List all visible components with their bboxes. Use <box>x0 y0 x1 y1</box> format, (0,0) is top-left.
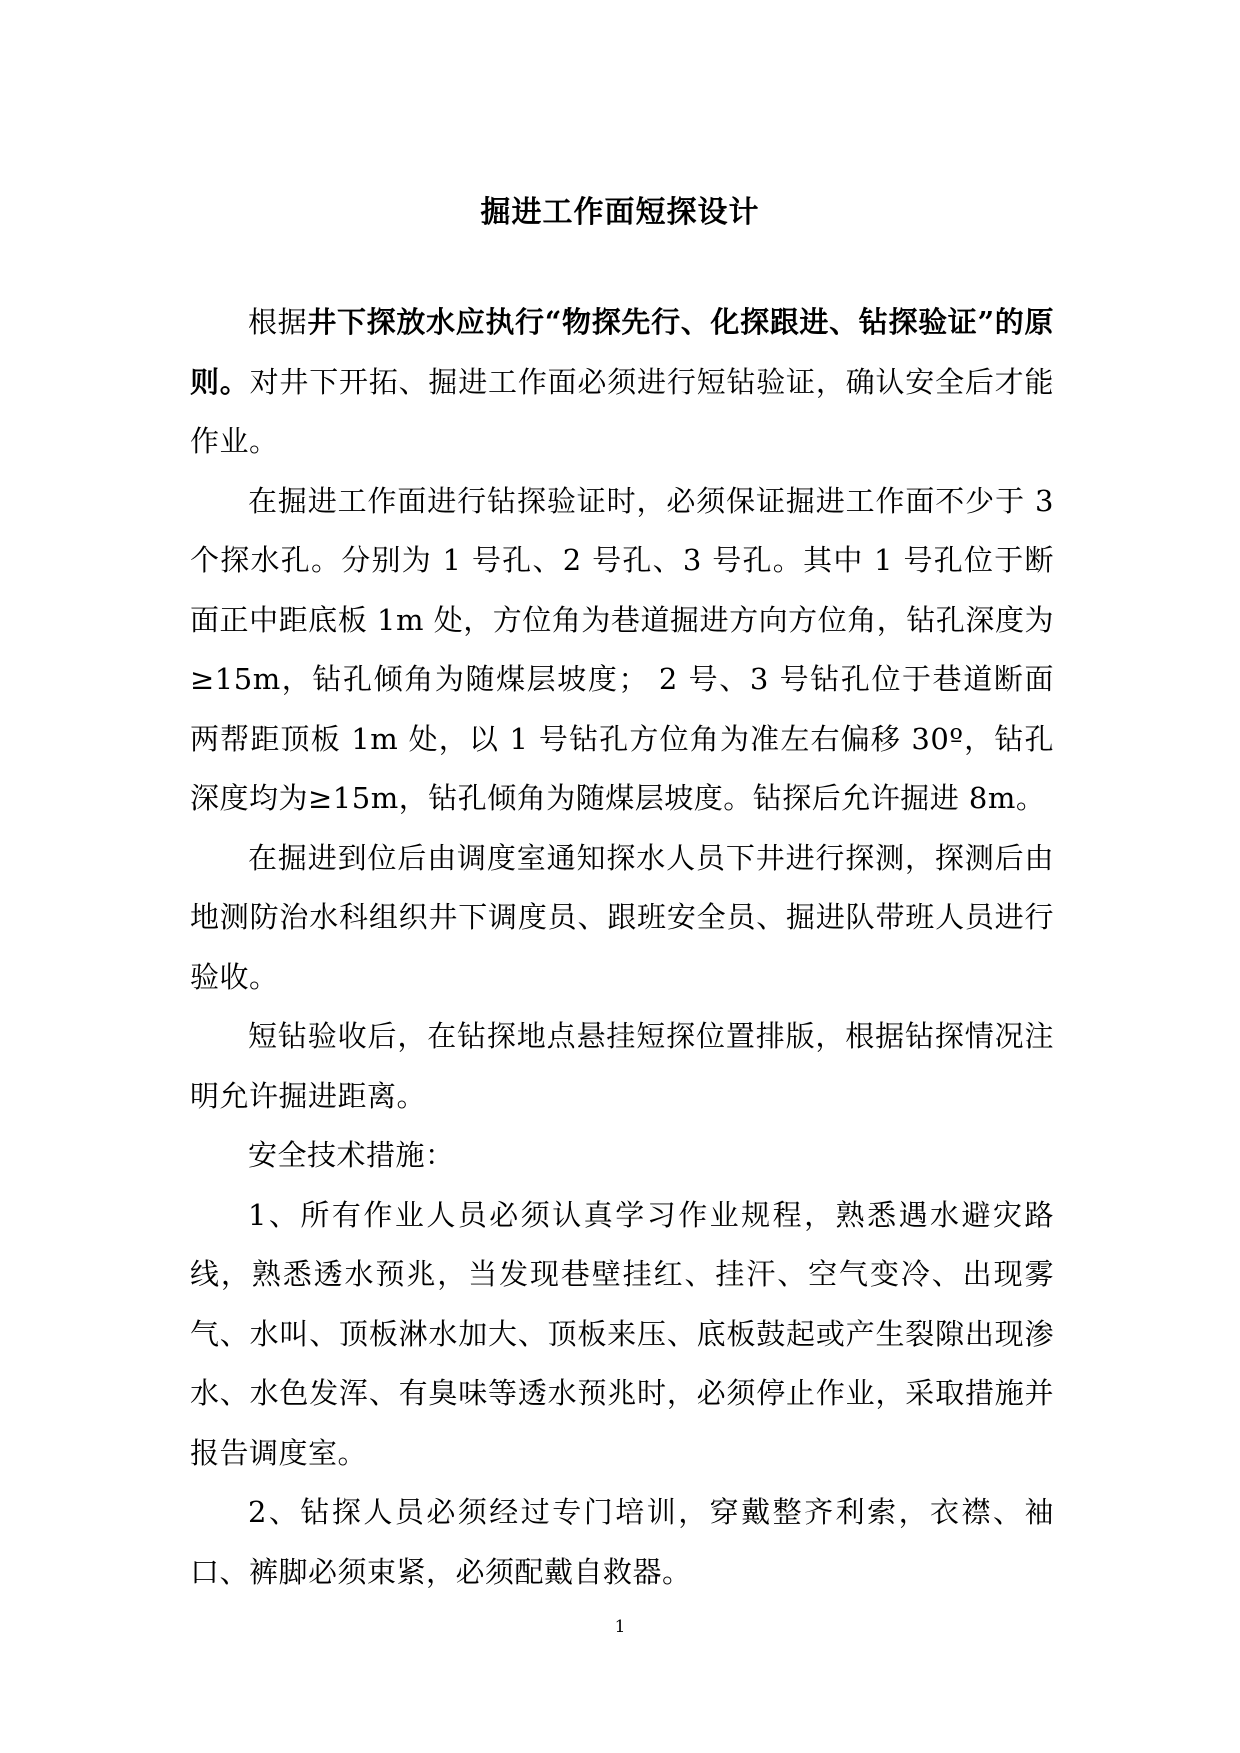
document-body <box>190 293 1054 1602</box>
paragraph-safety-heading: 安全技术措施： <box>248 1138 455 1172</box>
document-title: 掘进工作面短探设计 <box>480 195 760 230</box>
paragraph-drilling-verification: 在掘进工作面进行钻探验证时，必须保证掘进工作面不少于 3 个探水孔。分别为 1 号孔、2 号孔、3 号孔。其中 1 号孔位于断面正中距底板 1m 处，方位角为巷道掘进方向方位角，钻孔深度为≥15m，钻孔倾角为随煤层坡度； 2 号、3 号钻孔位于巷道断面两帮距顶板 1m 处，以 1 号钻孔方位角为准左右偏移 30º，钻孔深度均为≥15m，钻孔倾角为随煤层坡度。钻探后允许掘进 8m。 <box>190 483 1054 815</box>
paragraph-safety-item-2: 2、钻探人员必须经过专门培训，穿戴整齐利索，衣襟、袖口、裤脚必须束紧，必须配戴自救器。 <box>190 1495 1054 1589</box>
paragraph-principle <box>190 293 1054 472</box>
paragraph-principle-emphasis: 井下探放水应执行“物探先行、化探跟进、钻探验证”的原则。 <box>190 305 1054 399</box>
page-number: 1 <box>614 1617 626 1637</box>
paragraph-principle-lead: 根据 <box>248 305 308 339</box>
paragraph-acceptance: 在掘进到位后由调度室通知探水人员下井进行探测，探测后由地测防治水科组织井下调度员、跟班安全员、掘进队带班人员进行验收。 <box>190 840 1054 994</box>
paragraph-principle-rest: 对井下开拓、掘进工作面必须进行短钻验证，确认安全后才能作业。 <box>190 364 1054 458</box>
paragraph-safety-item-1: 1、所有作业人员必须认真学习作业规程，熟悉遇水避灾路线，熟悉透水预兆，当发现巷壁挂红、挂汗、空气变冷、出现雾气、水叫、顶板淋水加大、顶板来压、底板鼓起或产生裂隙出现渗水、水色发浑、有臭味等透水预兆时，必须停止作业，采取措施并报告调度室。 <box>190 1197 1054 1470</box>
paragraph-signage: 短钻验收后，在钻探地点悬挂短探位置排版，根据钻探情况注明允许掘进距离。 <box>190 1019 1054 1113</box>
